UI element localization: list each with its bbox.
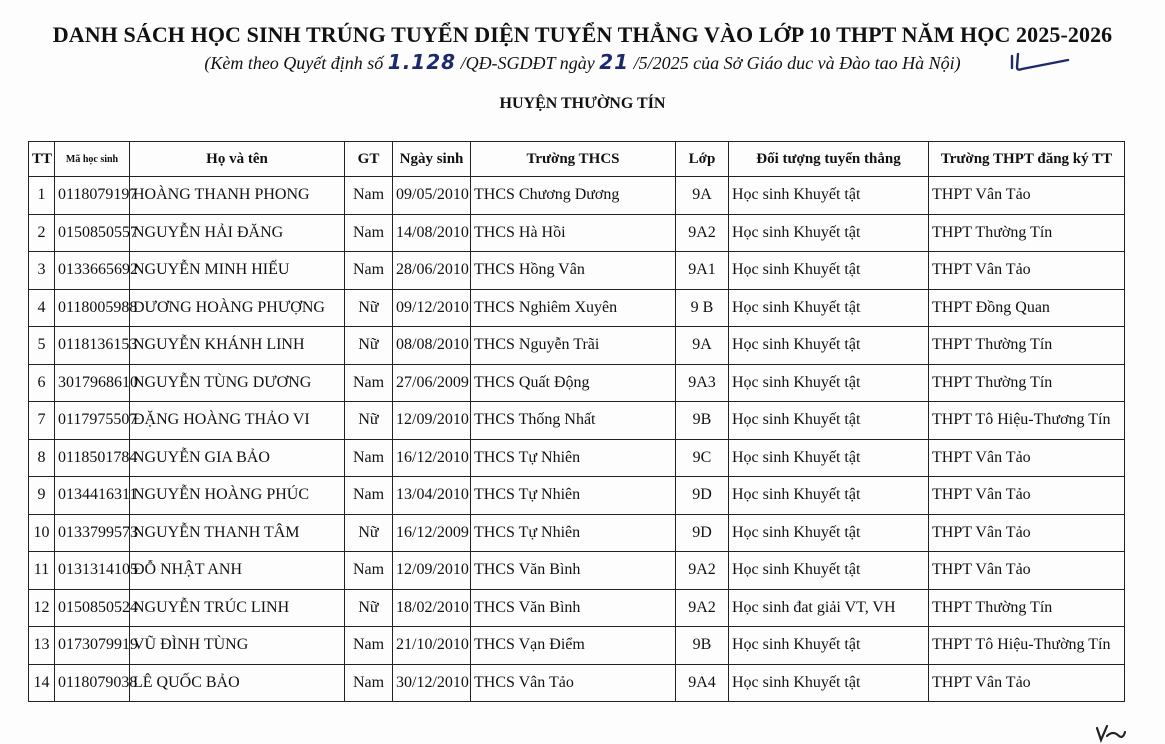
cell-student-id: 0173079919 xyxy=(55,627,130,665)
cell-school: THCS Thống Nhất xyxy=(471,402,676,440)
cell-gender: Nam xyxy=(345,664,393,702)
cell-school: THCS Vân Tảo xyxy=(471,664,676,702)
cell-class: 9A1 xyxy=(676,252,729,290)
cell-full-name: ĐỖ NHẬT ANH xyxy=(130,552,345,590)
cell-full-name: LÊ QUỐC BẢO xyxy=(130,664,345,702)
cell-class: 9B xyxy=(676,627,729,665)
cell-high-school: THPT Thường Tín xyxy=(929,364,1125,402)
table-row xyxy=(29,664,1125,702)
cell-category: Học sinh đat giải VT, VH xyxy=(729,589,929,627)
cell-full-name: NGUYỄN HOÀNG PHÚC xyxy=(130,477,345,515)
cell-student-id: 0118136153 xyxy=(55,327,130,365)
cell-student-id: 0133799573 xyxy=(55,514,130,552)
cell-category: Học sinh Khuyết tật xyxy=(729,327,929,365)
table-row xyxy=(29,589,1125,627)
cell-dob: 12/09/2010 xyxy=(393,402,471,440)
cell-full-name: HOÀNG THANH PHONG xyxy=(130,177,345,215)
cell-gender: Nam xyxy=(345,439,393,477)
cell-dob: 08/08/2010 xyxy=(393,327,471,365)
cell-school: THCS Văn Bình xyxy=(471,552,676,590)
cell-tt: 1 xyxy=(29,177,55,215)
cell-category: Học sinh Khuyết tật xyxy=(729,402,929,440)
district-heading: HUYỆN THƯỜNG TÍN xyxy=(499,95,666,112)
cell-tt: 8 xyxy=(29,439,55,477)
header-high-school: Trường THPT đăng ký TT xyxy=(929,142,1125,177)
cell-class: 9 B xyxy=(676,289,729,327)
cell-gender: Nữ xyxy=(345,289,393,327)
initials-signature-mark xyxy=(1008,52,1072,74)
cell-gender: Nam xyxy=(345,177,393,215)
cell-class: 9D xyxy=(676,477,729,515)
cell-school: THCS Quất Động xyxy=(471,364,676,402)
cell-gender: Nam xyxy=(345,552,393,590)
header-school: Trường THCS xyxy=(471,142,676,177)
cell-full-name: DƯƠNG HOÀNG PHƯỢNG xyxy=(130,289,345,327)
cell-gender: Nam xyxy=(345,214,393,252)
cell-school: THCS Nghiêm Xuyên xyxy=(471,289,676,327)
cell-gender: Nữ xyxy=(345,514,393,552)
cell-tt: 14 xyxy=(29,664,55,702)
cell-class: 9A2 xyxy=(676,214,729,252)
cell-tt: 2 xyxy=(29,214,55,252)
cell-category: Học sinh Khuyết tật xyxy=(729,477,929,515)
cell-high-school: THPT Vân Tảo xyxy=(929,664,1125,702)
cell-high-school: THPT Thường Tín xyxy=(929,589,1125,627)
cell-gender: Nam xyxy=(345,252,393,290)
cell-full-name: NGUYỄN TRÚC LINH xyxy=(130,589,345,627)
cell-category: Học sinh Khuyết tật xyxy=(729,439,929,477)
header-dob: Ngày sinh xyxy=(393,142,471,177)
cell-category: Học sinh Khuyết tật xyxy=(729,627,929,665)
cell-category: Học sinh Khuyết tật xyxy=(729,664,929,702)
cell-tt: 10 xyxy=(29,514,55,552)
cell-high-school: THPT Vân Tảo xyxy=(929,477,1125,515)
cell-gender: Nữ xyxy=(345,402,393,440)
table-row xyxy=(29,477,1125,515)
cell-school: THCS Hồng Vân xyxy=(471,252,676,290)
table-row xyxy=(29,439,1125,477)
cell-high-school: THPT Thường Tín xyxy=(929,214,1125,252)
cell-student-id: 0150850557 xyxy=(55,214,130,252)
cell-full-name: NGUYỄN MINH HIẾU xyxy=(130,252,345,290)
cell-tt: 3 xyxy=(29,252,55,290)
cell-dob: 13/04/2010 xyxy=(393,477,471,515)
handwritten-decision-day: 21 xyxy=(599,50,630,74)
table-header-row xyxy=(29,142,1125,177)
cell-school: THCS Nguyễn Trãi xyxy=(471,327,676,365)
cell-high-school: THPT Vân Tảo xyxy=(929,252,1125,290)
cell-class: 9A xyxy=(676,177,729,215)
cell-gender: Nữ xyxy=(345,327,393,365)
cell-full-name: NGUYỄN TÙNG DƯƠNG xyxy=(130,364,345,402)
table-row xyxy=(29,252,1125,290)
cell-category: Học sinh Khuyết tật xyxy=(729,289,929,327)
cell-full-name: NGUYỄN THANH TÂM xyxy=(130,514,345,552)
header-class: Lớp xyxy=(676,142,729,177)
cell-dob: 21/10/2010 xyxy=(393,627,471,665)
cell-full-name: ĐẶNG HOÀNG THẢO VI xyxy=(130,402,345,440)
cell-category: Học sinh Khuyết tật xyxy=(729,364,929,402)
table-row xyxy=(29,364,1125,402)
cell-student-id: 0118079197 xyxy=(55,177,130,215)
cell-class: 9A xyxy=(676,327,729,365)
cell-dob: 09/05/2010 xyxy=(393,177,471,215)
cell-full-name: VŨ ĐÌNH TÙNG xyxy=(130,627,345,665)
header-category: Đối tượng tuyển thẳng xyxy=(729,142,929,177)
cell-dob: 18/02/2010 xyxy=(393,589,471,627)
cell-dob: 14/08/2010 xyxy=(393,214,471,252)
cell-full-name: NGUYỄN KHÁNH LINH xyxy=(130,327,345,365)
cell-high-school: THPT Vân Tảo xyxy=(929,439,1125,477)
cell-student-id: 3017968610 xyxy=(55,364,130,402)
cell-school: THCS Chương Dương xyxy=(471,177,676,215)
cell-student-id: 0118005988 xyxy=(55,289,130,327)
cell-class: 9B xyxy=(676,402,729,440)
cell-tt: 4 xyxy=(29,289,55,327)
handwritten-decision-number: 1.128 xyxy=(387,50,457,74)
cell-gender: Nam xyxy=(345,364,393,402)
cell-category: Học sinh Khuyết tật xyxy=(729,252,929,290)
cell-class: 9A3 xyxy=(676,364,729,402)
cell-student-id: 0133665692 xyxy=(55,252,130,290)
cell-dob: 28/06/2010 xyxy=(393,252,471,290)
cell-class: 9D xyxy=(676,514,729,552)
cell-class: 9A2 xyxy=(676,552,729,590)
cell-category: Học sinh Khuyết tật xyxy=(729,214,929,252)
cell-dob: 16/12/2009 xyxy=(393,514,471,552)
cell-class: 9A2 xyxy=(676,589,729,627)
table-body xyxy=(29,177,1125,702)
cell-high-school: THPT Vân Tảo xyxy=(929,552,1125,590)
cell-tt: 6 xyxy=(29,364,55,402)
cell-dob: 27/06/2009 xyxy=(393,364,471,402)
table-row xyxy=(29,627,1125,665)
cell-tt: 7 xyxy=(29,402,55,440)
page-initials-mark xyxy=(1093,722,1127,742)
cell-school: THCS Tự Nhiên xyxy=(471,477,676,515)
cell-high-school: THPT Đồng Quan xyxy=(929,289,1125,327)
header-student-id: Mã học sinh xyxy=(55,142,130,177)
cell-gender: Nam xyxy=(345,477,393,515)
cell-category: Học sinh Khuyết tật xyxy=(729,514,929,552)
subtitle-prefix: (Kèm theo Quyết định số xyxy=(204,53,388,73)
cell-school: THCS Hà Hồi xyxy=(471,214,676,252)
header-tt: TT xyxy=(29,142,55,177)
document-subtitle xyxy=(0,50,1165,74)
cell-student-id: 0118501784 xyxy=(55,439,130,477)
cell-high-school: THPT Vân Tảo xyxy=(929,514,1125,552)
header-gender: GT xyxy=(345,142,393,177)
table-row xyxy=(29,177,1125,215)
cell-high-school: THPT Thường Tín xyxy=(929,327,1125,365)
table-row xyxy=(29,402,1125,440)
table-row xyxy=(29,214,1125,252)
cell-tt: 12 xyxy=(29,589,55,627)
cell-school: THCS Vạn Điểm xyxy=(471,627,676,665)
document-title: DANH SÁCH HỌC SINH TRÚNG TUYỂN DIỆN TUYỂN THẲNG VÀO LỚP 10 THPT NĂM HỌC 2025-2026 xyxy=(52,22,1113,47)
cell-tt: 13 xyxy=(29,627,55,665)
cell-class: 9C xyxy=(676,439,729,477)
subtitle-suffix: /5/2025 của Sở Giáo duc và Đào tao Hà Nội) xyxy=(629,53,961,73)
table-row xyxy=(29,514,1125,552)
subtitle-middle: /QĐ-SGDĐT ngày xyxy=(456,53,600,73)
cell-dob: 09/12/2010 xyxy=(393,289,471,327)
cell-tt: 5 xyxy=(29,327,55,365)
cell-student-id: 0118079038 xyxy=(55,664,130,702)
cell-school: THCS Tự Nhiên xyxy=(471,439,676,477)
table-row xyxy=(29,327,1125,365)
cell-student-id: 0131314105 xyxy=(55,552,130,590)
cell-dob: 12/09/2010 xyxy=(393,552,471,590)
cell-gender: Nam xyxy=(345,627,393,665)
cell-full-name: NGUYỄN GIA BẢO xyxy=(130,439,345,477)
cell-school: THCS Tự Nhiên xyxy=(471,514,676,552)
admission-table xyxy=(28,141,1125,702)
cell-school: THCS Văn Bình xyxy=(471,589,676,627)
table-row xyxy=(29,552,1125,590)
cell-tt: 11 xyxy=(29,552,55,590)
cell-gender: Nữ xyxy=(345,589,393,627)
cell-high-school: THPT Tô Hiệu-Thương Tín xyxy=(929,402,1125,440)
cell-student-id: 0117975507 xyxy=(55,402,130,440)
cell-high-school: THPT Tô Hiệu-Thường Tín xyxy=(929,627,1125,665)
cell-student-id: 0150850524 xyxy=(55,589,130,627)
cell-tt: 9 xyxy=(29,477,55,515)
table-row xyxy=(29,289,1125,327)
cell-category: Học sinh Khuyết tật xyxy=(729,177,929,215)
header-full-name: Họ và tên xyxy=(130,142,345,177)
cell-high-school: THPT Vân Tảo xyxy=(929,177,1125,215)
cell-full-name: NGUYỄN HẢI ĐĂNG xyxy=(130,214,345,252)
cell-category: Học sinh Khuyết tật xyxy=(729,552,929,590)
cell-dob: 30/12/2010 xyxy=(393,664,471,702)
cell-student-id: 0134416311 xyxy=(55,477,130,515)
cell-class: 9A4 xyxy=(676,664,729,702)
cell-dob: 16/12/2010 xyxy=(393,439,471,477)
